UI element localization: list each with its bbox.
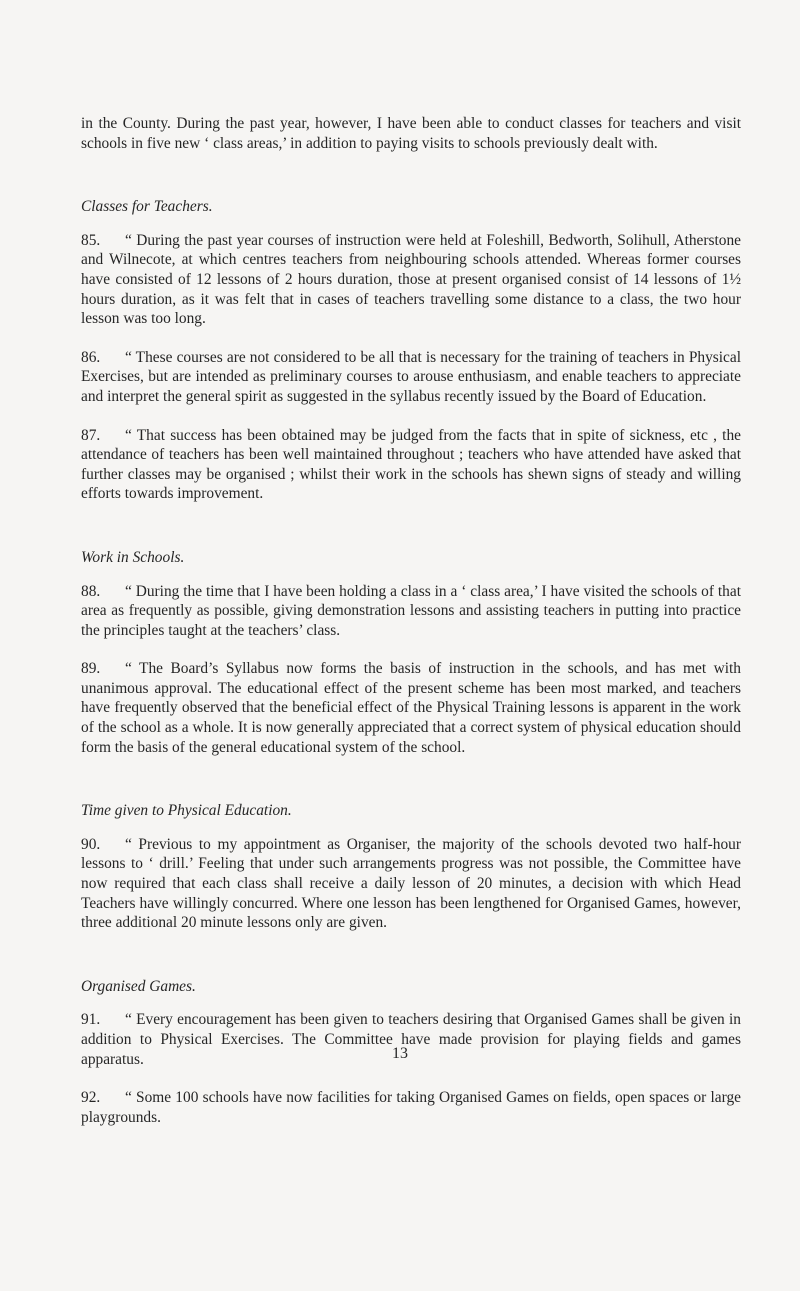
paragraph-number: 88. bbox=[81, 582, 101, 600]
paragraph-number: 86. bbox=[81, 348, 101, 366]
paragraph-number: 90. bbox=[81, 835, 101, 853]
section-heading: Work in Schools. bbox=[81, 548, 185, 566]
paragraph-86 bbox=[81, 348, 741, 407]
paragraph-number: 89. bbox=[81, 660, 101, 678]
paragraph-89 bbox=[81, 659, 741, 757]
paragraph-text: “ Previous to my appointment as Organiser, the majority of the schools devoted two half-hour lessons to ‘ drill.’ Feeling that under such arrangements progress was not possible, the Committee have now required that each class shall receive a daily lesson of 20 minutes, a decision with which Head Teachers have willingly concurred. Where one lesson has been lengthened for Organised Games, however, three additional 20 minute lessons only are given. bbox=[81, 835, 741, 932]
paragraph-text: “ That success has been obtained may be judged from the facts that in spite of sickness, etc , the attendance of teachers has been well maintained throughout ; teachers who have attended have asked that further classes may be organised ; whilst their work in the schools has shewn signs of steady and willing efforts towards improvement. bbox=[81, 426, 741, 503]
section-work-in-schools bbox=[81, 548, 741, 757]
section-time-given bbox=[81, 801, 741, 933]
paragraph-text: “ During the past year courses of instruction were held at Foleshill, Bedworth, Solihull, Atherstone and Wilnecote, at which centres teachers from neighbouring schools attended. Whereas former courses have consisted of 12 lessons of 2 hours duration, those at present organised consist of 14 lessons of 1½ hours duration, as it was felt that in cases of teachers travelling some distance to a class, the two hour lesson was too long. bbox=[81, 231, 741, 328]
section-heading: Organised Games. bbox=[81, 977, 196, 995]
paragraph-text: “ These courses are not considered to be all that is necessary for the training of teachers in Physical Exercises, but are intended as preliminary courses to arouse enthusiasm, and enable teachers to appreciate and interpret the general spirit as suggested in the syllabus recently issued by the Board of Education. bbox=[81, 348, 741, 405]
intro-paragraph: in the County. During the past year, however, I have been able to conduct classes for teachers and visit schools in five new ‘ class areas,’ in addition to paying visits to schools previously dealt with. bbox=[81, 115, 741, 152]
paragraph-text: “ Some 100 schools have now facilities for taking Organised Games on fields, open spaces or large playgrounds. bbox=[81, 1089, 741, 1126]
section-heading: Classes for Teachers. bbox=[81, 198, 213, 216]
paragraph-number: 85. bbox=[81, 231, 101, 249]
paragraph-number: 92. bbox=[81, 1089, 101, 1107]
paragraph-text: “ The Board’s Syllabus now forms the basis of instruction in the schools, and has met with unanimous approval. The educational effect of the present scheme has been most marked, and teachers have frequently observed that the beneficial effect of the Physical Training lessons is apparent in the work of the school as a whole. It is now generally appreciated that a correct system of physical education should form the basis of the general educational system of the school. bbox=[81, 660, 741, 756]
section-heading: Time given to Physical Education. bbox=[81, 802, 292, 820]
paragraph-90 bbox=[81, 835, 741, 933]
paragraph-number: 91. bbox=[81, 1011, 101, 1029]
paragraph-number: 87. bbox=[81, 426, 101, 444]
paragraph-92 bbox=[81, 1088, 741, 1127]
page-number: 13 bbox=[392, 1045, 408, 1062]
paragraph-text: “ Every encouragement has been given to teachers desiring that Organised Games shall be given in addition to Physical Exercises. The Committee have made provision for playing fields and games apparatus. bbox=[81, 1011, 741, 1068]
paragraph-text: “ During the time that I have been holding a class in a ‘ class area,’ I have visited the schools of that area as frequently as possible, giving demonstration lessons and assisting teachers in putting into practice the principles taught at the teachers’ class. bbox=[81, 582, 741, 639]
paragraph-87 bbox=[81, 426, 741, 504]
paragraph-88 bbox=[81, 582, 741, 641]
paragraph-85 bbox=[81, 231, 741, 329]
section-classes-for-teachers bbox=[81, 197, 741, 504]
document-page bbox=[81, 114, 741, 1127]
